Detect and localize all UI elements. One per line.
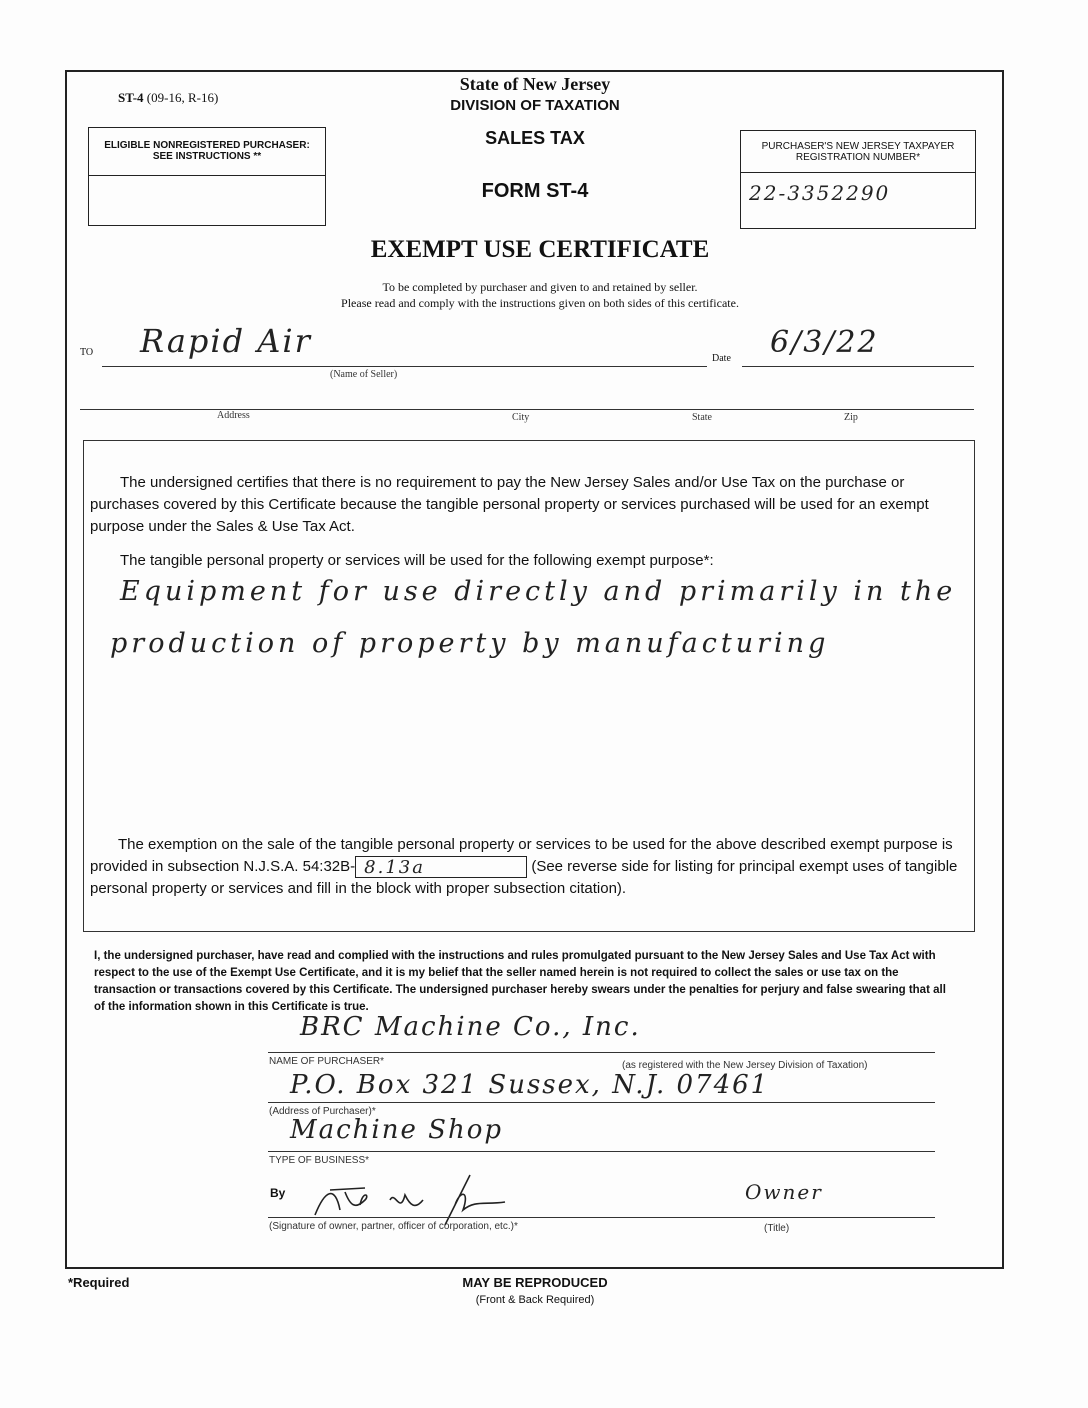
registration-number-label: PURCHASER'S NEW JERSEY TAXPAYER REGISTRATION NUMBER* bbox=[741, 131, 975, 173]
business-type-caption: TYPE OF BUSINESS* bbox=[269, 1155, 370, 1166]
division-name: DIVISION OF TAXATION bbox=[450, 97, 620, 114]
eligible-nonregistered-label: ELIGIBLE NONREGISTERED PURCHASER: SEE INSTRUCTIONS ** bbox=[89, 128, 325, 176]
purchaser-address-value[interactable]: P.O. Box 321 Sussex, N.J. 07461 bbox=[290, 1070, 770, 1100]
purchaser-name-value[interactable]: BRC Machine Co., Inc. bbox=[300, 1012, 641, 1042]
to-label: TO bbox=[80, 347, 94, 358]
state-name: State of New Jersey bbox=[459, 74, 611, 94]
instruction-line-2: Please read and comply with the instructions given on both sides of this certificate. bbox=[341, 296, 739, 310]
state-caption: State bbox=[692, 412, 712, 423]
address-caption: Address bbox=[217, 410, 250, 421]
form-name: FORM ST-4 bbox=[481, 180, 589, 202]
registration-number-box[interactable] bbox=[740, 130, 976, 229]
may-be-reproduced: MAY BE REPRODUCED bbox=[462, 1275, 608, 1290]
title-caption: (Title) bbox=[764, 1223, 790, 1234]
zip-caption: Zip bbox=[844, 412, 858, 423]
instruction-line-1: To be completed by purchaser and given to and retained by seller. bbox=[382, 280, 698, 294]
certificate-title: EXEMPT USE CERTIFICATE bbox=[370, 236, 710, 263]
eligible-nonregistered-box[interactable] bbox=[88, 127, 326, 226]
declaration-text: I, the undersigned purchaser, have read and complied with the instructions and rules promulgated pursuant to the New Jersey Sales and Use Tax Act with respect to the use of the Exempt Use Certificate, and it is my belief that the seller named herein is not required to collect the sales or use tax on the transaction or transactions covered by this Certificate. The undersigned purchaser hereby swears under the penalties for perjury and false swearing that all of the information shown in this Certificate is true. bbox=[94, 950, 946, 1013]
signature-caption: (Signature of owner, partner, officer of corporation, etc.)* bbox=[269, 1221, 518, 1232]
seller-name-caption: (Name of Seller) bbox=[330, 369, 398, 380]
exemption-paragraph bbox=[90, 834, 968, 900]
exemption-text-2: (See reverse side for listing for principal exempt uses of tangible personal property or services and fill in the block with proper subsection citation). bbox=[90, 858, 958, 898]
title-value[interactable]: Owner bbox=[745, 1180, 823, 1204]
subsection-value: 8.13a bbox=[364, 857, 425, 879]
certification-paragraph: The undersigned certifies that there is no requirement to pay the New Jersey Sales and/or Use Tax on the purchase or purchases covered by this Certificate because the tangible personal property or services purchased will be used for an exempt purpose under the Sales & Use Tax Act. bbox=[90, 474, 929, 535]
address-line[interactable] bbox=[80, 409, 974, 410]
purpose-label: The tangible personal property or services will be used for the following exempt purpose*: bbox=[120, 552, 714, 569]
tax-type: SALES TAX bbox=[485, 128, 585, 148]
by-label: By bbox=[270, 1186, 286, 1200]
purchaser-address-caption: (Address of Purchaser)* bbox=[269, 1106, 376, 1117]
purchaser-name-note: (as registered with the New Jersey Division of Taxation) bbox=[622, 1060, 868, 1071]
seller-name-value[interactable]: Rapid Air bbox=[140, 322, 312, 360]
front-back-required: (Front & Back Required) bbox=[475, 1294, 595, 1306]
date-label: Date bbox=[712, 353, 731, 364]
purchaser-name-caption: NAME OF PURCHASER* bbox=[269, 1056, 385, 1067]
subsection-field[interactable] bbox=[355, 856, 527, 878]
city-caption: City bbox=[512, 412, 530, 423]
exemption-text-1: The exemption on the sale of the tangible personal property or services to be used for the above described exempt purpose is provided in subsection N.J.S.A. 54:32B- bbox=[90, 836, 953, 875]
business-type-value[interactable]: Machine Shop bbox=[290, 1115, 503, 1145]
purpose-line-2[interactable]: production of property by manufacturing bbox=[110, 628, 830, 659]
registration-number-value: 22-3352290 bbox=[749, 181, 891, 205]
date-value[interactable]: 6/3/22 bbox=[770, 325, 879, 360]
purpose-line-1[interactable]: Equipment for use directly and primarily in the bbox=[120, 576, 957, 607]
form-code: ST-4 (09-16, R-16) bbox=[118, 90, 219, 105]
required-note: *Required bbox=[68, 1275, 130, 1290]
